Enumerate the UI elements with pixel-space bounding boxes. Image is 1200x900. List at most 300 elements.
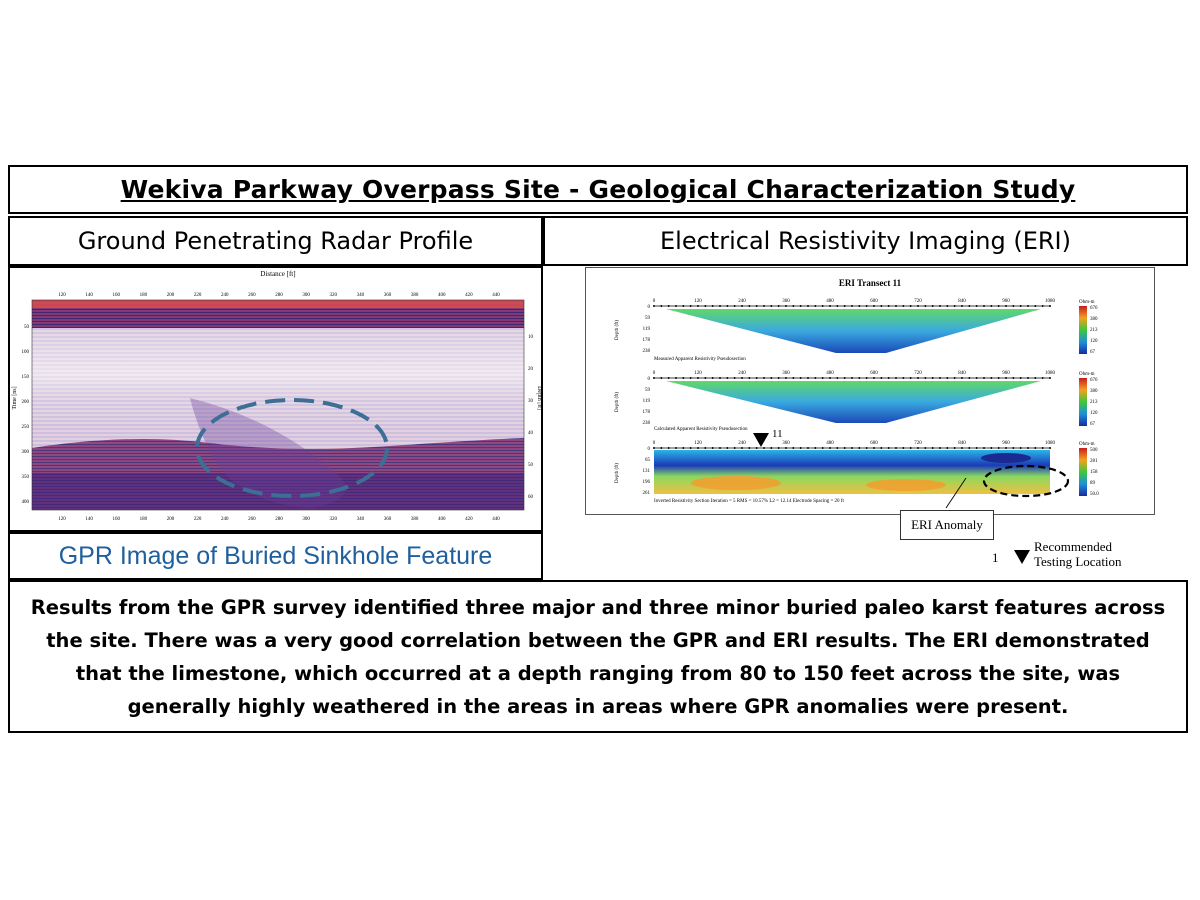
eri-x-tick: 720 xyxy=(914,441,922,446)
eri-electrode xyxy=(741,377,743,379)
eri-electrode xyxy=(704,377,706,379)
gpr-y-tick-left: 200 xyxy=(21,400,29,405)
eri-electrode xyxy=(851,447,853,449)
eri-x-tick: 480 xyxy=(826,299,834,304)
eri-depth-tick: 196 xyxy=(642,480,650,485)
eri-electrode xyxy=(858,377,860,379)
eri-electrode xyxy=(778,377,780,379)
eri-depth-tick: 238 xyxy=(642,349,650,354)
eri-x-tick: 720 xyxy=(914,371,922,376)
gpr-caption-text: GPR Image of Buried Sinkhole Feature xyxy=(58,541,493,570)
eri-x-tick: 840 xyxy=(958,441,966,446)
eri-x-tick: 360 xyxy=(782,299,790,304)
legend-number: 1 xyxy=(992,550,999,565)
eri-electrode xyxy=(1027,305,1029,307)
gpr-fade-zone xyxy=(32,328,524,428)
eri-electrode xyxy=(675,447,677,449)
eri-electrode xyxy=(939,447,941,449)
eri-electrode xyxy=(836,305,838,307)
eri-electrode xyxy=(1042,447,1044,449)
gpr-x-tick-top: 220 xyxy=(193,293,202,298)
gpr-radargram-image xyxy=(10,268,541,530)
eri-electrode xyxy=(961,377,963,379)
gpr-right-ticks xyxy=(528,335,534,500)
gpr-x-tick-top: 180 xyxy=(139,293,148,298)
eri-electrode xyxy=(785,305,787,307)
eri-unit-2: Ohm-m xyxy=(1079,372,1095,377)
gpr-surface-band xyxy=(32,300,524,308)
eri-electrode xyxy=(873,447,875,449)
eri-electrode xyxy=(976,447,978,449)
gpr-y-tick-left: 100 xyxy=(21,350,29,355)
eri-electrode xyxy=(763,377,765,379)
eri-high-resistivity-zone xyxy=(866,479,946,491)
eri-electrode xyxy=(880,447,882,449)
eri-scale-label: 676 xyxy=(1090,378,1098,383)
eri-electrode xyxy=(734,447,736,449)
gpr-x-tick-top: 280 xyxy=(275,293,283,298)
gpr-y-tick-right: 30 xyxy=(528,399,533,404)
eri-x-tick: 240 xyxy=(738,371,746,376)
eri-scale-label: 500 xyxy=(1090,448,1098,453)
gpr-axis-left-label: Time [ns] xyxy=(12,386,18,410)
eri-scale-label: 120 xyxy=(1090,339,1098,344)
eri-electrode xyxy=(895,447,897,449)
eri-electrode xyxy=(785,447,787,449)
gpr-y-tick-left: 350 xyxy=(21,475,29,480)
eri-electrode xyxy=(660,447,662,449)
gpr-x-tick-top: 440 xyxy=(492,293,500,298)
eri-scale-label: 67 xyxy=(1090,422,1095,427)
eri-unit-1: Ohm-m xyxy=(1079,300,1095,305)
eri-electrode xyxy=(1049,305,1051,307)
eri-electrode xyxy=(682,305,684,307)
eri-electrode xyxy=(734,377,736,379)
gpr-x-tick-bottom: 120 xyxy=(58,517,66,522)
legend-text xyxy=(1034,539,1122,569)
eri-x-tick: 0 xyxy=(652,299,656,304)
eri-scale-label: 67 xyxy=(1090,350,1095,355)
eri-electrode xyxy=(653,447,655,449)
eri-electrode xyxy=(976,377,978,379)
eri-electrode xyxy=(924,305,926,307)
eri-electrode xyxy=(902,305,904,307)
eri-figure-image xyxy=(586,268,1154,514)
gpr-x-tick-top: 260 xyxy=(248,293,256,298)
gpr-y-tick-right: 10 xyxy=(528,335,533,340)
eri-panel1-caption: Measured Apparent Resistivity Pseudosection xyxy=(654,357,746,362)
gpr-top-ticks xyxy=(58,293,500,298)
eri-electrode xyxy=(712,447,714,449)
eri-x-tick: 0 xyxy=(652,371,656,376)
eri-electrode xyxy=(682,377,684,379)
gpr-x-tick-top: 380 xyxy=(410,293,419,298)
gpr-left-ticks xyxy=(22,325,30,505)
eri-x-tick: 360 xyxy=(782,371,790,376)
eri-depth-tick: 65 xyxy=(645,458,650,463)
eri-x-tick: 120 xyxy=(694,371,702,376)
eri-scale-label: 213 xyxy=(1090,328,1098,333)
gpr-x-tick-top: 420 xyxy=(465,293,473,298)
eri-low-resistivity-zone xyxy=(981,453,1031,463)
eri-electrode xyxy=(690,447,692,449)
gpr-y-tick-right: 20 xyxy=(528,367,533,372)
gpr-y-tick-left: 150 xyxy=(21,375,29,380)
eri-electrode xyxy=(983,377,985,379)
eri-electrode xyxy=(829,377,831,379)
eri-electrode xyxy=(836,447,838,449)
eri-figure xyxy=(585,267,1155,515)
eri-electrode xyxy=(800,377,802,379)
eri-high-resistivity-zone xyxy=(691,476,781,490)
eri-electrode xyxy=(851,377,853,379)
eri-x-tick: 840 xyxy=(958,299,966,304)
gpr-y-tick-right: 60 xyxy=(528,495,533,500)
eri-electrode xyxy=(1012,377,1014,379)
eri-electrode xyxy=(888,377,890,379)
eri-electrode xyxy=(932,305,934,307)
gpr-y-tick-left: 250 xyxy=(21,425,29,430)
eri-x-tick: 720 xyxy=(914,299,922,304)
eri-electrode xyxy=(726,377,728,379)
gpr-x-tick-bottom: 180 xyxy=(139,517,148,522)
eri-electrode xyxy=(990,447,992,449)
eri-electrode xyxy=(917,305,919,307)
eri-electrode xyxy=(675,377,677,379)
testing-location-legend xyxy=(992,538,1172,574)
eri-electrode xyxy=(770,377,772,379)
gpr-x-tick-top: 200 xyxy=(166,293,175,298)
eri-electrode xyxy=(1005,305,1007,307)
gpr-x-tick-top: 400 xyxy=(438,293,446,298)
eri-panel-inverted xyxy=(615,428,1099,508)
gpr-axis-right-label: Depth [ft] xyxy=(536,386,542,410)
eri-electrode xyxy=(697,377,699,379)
eri-electrode xyxy=(653,377,655,379)
eri-electrode xyxy=(712,305,714,307)
eri-electrode xyxy=(829,305,831,307)
eri-electrode xyxy=(888,305,890,307)
eri-electrode xyxy=(1049,447,1051,449)
eri-electrode xyxy=(792,377,794,379)
eri-electrode xyxy=(946,447,948,449)
eri-scale-label: 89 xyxy=(1090,481,1095,486)
eri-electrode xyxy=(873,377,875,379)
eri-x-tick: 1080 xyxy=(1045,371,1055,376)
eri-electrode xyxy=(1005,447,1007,449)
eri-electrode xyxy=(763,447,765,449)
gpr-x-tick-bottom: 220 xyxy=(193,517,202,522)
eri-scale-label: 158 xyxy=(1090,470,1098,475)
eri-electrode xyxy=(704,305,706,307)
gpr-x-tick-bottom: 140 xyxy=(85,517,93,522)
eri-electrode xyxy=(1049,377,1051,379)
eri-depth-tick: 178 xyxy=(642,338,650,343)
eri-electrode xyxy=(998,305,1000,307)
legend-text-line-1: Recommended xyxy=(1034,539,1112,554)
eri-electrode xyxy=(1012,305,1014,307)
gpr-radargram xyxy=(8,266,543,532)
eri-electrode xyxy=(1005,377,1007,379)
eri-electrode xyxy=(726,305,728,307)
eri-electrode xyxy=(939,305,941,307)
eri-header xyxy=(543,216,1188,266)
gpr-x-tick-bottom: 400 xyxy=(438,517,446,522)
eri-electrode xyxy=(785,377,787,379)
eri-electrode xyxy=(917,447,919,449)
eri-electrode xyxy=(1027,377,1029,379)
eri-electrode xyxy=(675,305,677,307)
eri-electrode xyxy=(990,377,992,379)
eri-x-tick: 960 xyxy=(1002,299,1010,304)
gpr-x-tick-bottom: 260 xyxy=(248,517,256,522)
eri-x-tick: 360 xyxy=(782,441,790,446)
eri-electrode xyxy=(866,305,868,307)
gpr-x-tick-bottom: 420 xyxy=(465,517,473,522)
eri-electrode xyxy=(792,305,794,307)
eri-electrode xyxy=(660,377,662,379)
gpr-y-tick-right: 50 xyxy=(528,463,533,468)
eri-scale-label: 50.0 xyxy=(1090,492,1099,497)
eri-electrode xyxy=(1042,377,1044,379)
eri-electrode xyxy=(954,447,956,449)
eri-electrode xyxy=(895,305,897,307)
eri-electrode xyxy=(829,447,831,449)
gpr-x-tick-top: 340 xyxy=(356,293,365,298)
eri-electrode xyxy=(807,377,809,379)
eri-y-label-1: Depth (ft) xyxy=(615,320,620,340)
eri-electrode xyxy=(741,305,743,307)
eri-electrode xyxy=(895,377,897,379)
eri-electrode xyxy=(734,305,736,307)
eri-depth-tick: 0 xyxy=(647,377,650,382)
eri-electrode xyxy=(880,377,882,379)
eri-electrode xyxy=(697,305,699,307)
eri-depth-tick: 261 xyxy=(642,491,650,496)
gpr-x-tick-top: 360 xyxy=(383,293,392,298)
gpr-axis-top-label: Distance [ft] xyxy=(260,270,296,278)
eri-electrode xyxy=(1020,447,1022,449)
eri-electrode xyxy=(822,305,824,307)
eri-electrode xyxy=(844,377,846,379)
eri-depth-tick: 119 xyxy=(642,399,650,404)
eri-color-scale-1 xyxy=(1079,306,1087,354)
eri-panel-measured xyxy=(615,299,1098,362)
eri-scale-label: 281 xyxy=(1090,459,1098,464)
eri-electrode xyxy=(946,377,948,379)
gpr-y-tick-left: 400 xyxy=(21,500,29,505)
gpr-x-tick-bottom: 240 xyxy=(221,517,229,522)
eri-electrode xyxy=(858,447,860,449)
eri-electrode xyxy=(682,447,684,449)
eri-x-tick: 480 xyxy=(826,441,834,446)
eri-x-tick: 600 xyxy=(870,441,878,446)
eri-electrode xyxy=(1012,447,1014,449)
eri-x-tick: 240 xyxy=(738,441,746,446)
eri-electrode xyxy=(748,377,750,379)
eri-x-tick: 240 xyxy=(738,299,746,304)
legend-text-line-2: Testing Location xyxy=(1034,554,1122,569)
gpr-x-tick-top: 160 xyxy=(112,293,120,298)
gpr-header xyxy=(8,216,543,266)
eri-electrode xyxy=(660,305,662,307)
eri-y-label-2: Depth (ft) xyxy=(615,392,620,412)
eri-electrode xyxy=(990,305,992,307)
eri-y-label-3: Depth (ft) xyxy=(615,463,620,483)
eri-electrode xyxy=(792,447,794,449)
gpr-y-tick-left: 50 xyxy=(24,325,29,330)
gpr-caption xyxy=(8,532,543,580)
eri-electrode xyxy=(763,305,765,307)
eri-electrode xyxy=(800,447,802,449)
gpr-x-tick-bottom: 300 xyxy=(302,517,310,522)
eri-electrode xyxy=(866,377,868,379)
eri-x-tick: 1080 xyxy=(1045,441,1055,446)
eri-electrode xyxy=(719,447,721,449)
eri-electrode xyxy=(1020,377,1022,379)
eri-electrode xyxy=(807,447,809,449)
eri-electrode xyxy=(968,305,970,307)
eri-electrode xyxy=(1020,305,1022,307)
eri-electrode xyxy=(770,305,772,307)
eri-electrode xyxy=(888,447,890,449)
eri-electrode xyxy=(726,447,728,449)
eri-electrode xyxy=(756,305,758,307)
eri-electrode xyxy=(712,377,714,379)
gpr-x-tick-top: 320 xyxy=(329,293,337,298)
eri-electrode xyxy=(690,305,692,307)
eri-electrode xyxy=(668,377,670,379)
eri-depth-tick: 59 xyxy=(645,316,650,321)
eri-electrode xyxy=(939,377,941,379)
eri-pseudosection-calculated xyxy=(666,381,1041,423)
page-title: Wekiva Parkway Overpass Site - Geological Characterization Study xyxy=(120,175,1076,204)
eri-x-tick: 600 xyxy=(870,371,878,376)
eri-electrode xyxy=(910,377,912,379)
gpr-x-tick-top: 120 xyxy=(58,293,66,298)
eri-depth-tick: 119 xyxy=(642,327,650,332)
eri-electrode xyxy=(961,447,963,449)
eri-electrode xyxy=(822,447,824,449)
eri-electrode xyxy=(778,447,780,449)
gpr-x-tick-bottom: 380 xyxy=(410,517,419,522)
title-banner xyxy=(8,165,1188,214)
eri-electrode xyxy=(983,305,985,307)
gpr-x-tick-bottom: 320 xyxy=(329,517,337,522)
gpr-y-tick-left: 300 xyxy=(21,450,29,455)
eri-scale-label: 213 xyxy=(1090,400,1098,405)
eri-electrode xyxy=(968,447,970,449)
gpr-y-tick-right: 40 xyxy=(528,431,533,436)
eri-electrode xyxy=(998,377,1000,379)
eri-x-tick: 0 xyxy=(652,441,656,446)
eri-depth-tick: 238 xyxy=(642,421,650,426)
eri-electrode xyxy=(690,377,692,379)
gpr-x-tick-top: 240 xyxy=(221,293,229,298)
eri-electrode xyxy=(932,377,934,379)
eri-electrode xyxy=(983,447,985,449)
eri-electrode xyxy=(668,305,670,307)
testing-location-number: 11 xyxy=(772,428,783,440)
eri-depth-tick: 0 xyxy=(647,447,650,452)
eri-panel3-caption: Inverted Resistivity Section Iteration = 5 RMS = 10.57% L2 = 12.14 Electrode Spacing = 20 ft xyxy=(654,499,844,504)
gpr-x-tick-top: 300 xyxy=(302,293,310,298)
eri-electrode xyxy=(778,305,780,307)
eri-electrode xyxy=(946,305,948,307)
eri-electrode xyxy=(1034,305,1036,307)
gpr-x-tick-top: 140 xyxy=(85,293,93,298)
eri-scale-label: 380 xyxy=(1090,317,1098,322)
eri-electrode xyxy=(961,305,963,307)
eri-electrode xyxy=(814,447,816,449)
eri-electrode xyxy=(653,305,655,307)
eri-electrode xyxy=(954,377,956,379)
eri-pseudosection-measured xyxy=(666,309,1041,353)
eri-electrode xyxy=(741,447,743,449)
eri-electrode xyxy=(917,377,919,379)
eri-depth-tick: 0 xyxy=(647,305,650,310)
eri-electrode xyxy=(932,447,934,449)
eri-electrode xyxy=(902,447,904,449)
eri-electrode xyxy=(697,447,699,449)
eri-electrode xyxy=(807,305,809,307)
eri-electrode xyxy=(976,305,978,307)
eri-electrode xyxy=(704,447,706,449)
eri-electrode xyxy=(748,447,750,449)
eri-electrode xyxy=(968,377,970,379)
eri-electrode xyxy=(800,305,802,307)
eri-panel-calculated xyxy=(615,371,1098,432)
eri-electrode xyxy=(668,447,670,449)
eri-electrode xyxy=(910,447,912,449)
gpr-x-tick-bottom: 280 xyxy=(275,517,283,522)
eri-depth-tick: 131 xyxy=(642,469,650,474)
eri-anomaly-label: ERI Anomaly xyxy=(900,510,994,540)
eri-x-tick: 120 xyxy=(694,441,702,446)
eri-electrode xyxy=(822,377,824,379)
eri-electrode xyxy=(873,305,875,307)
results-text: Results from the GPR survey identified three major and three minor buried paleo karst features across the site. There was a very good correlation between the GPR and ERI results. The ERI demonstrated that the limestone, which occurred at a depth ranging from 80 to 150 feet across the site, was generally highly weathered in the areas in areas where GPR anomalies were present. xyxy=(30,595,1166,718)
legend-triangle-icon xyxy=(1014,550,1030,564)
eri-electrode xyxy=(756,447,758,449)
eri-electrode xyxy=(814,377,816,379)
eri-electrode xyxy=(1034,377,1036,379)
eri-electrode xyxy=(910,305,912,307)
gpr-bottom-ticks xyxy=(58,517,500,522)
eri-x-tick: 1080 xyxy=(1045,299,1055,304)
eri-scale-label: 676 xyxy=(1090,306,1098,311)
eri-electrode xyxy=(851,305,853,307)
gpr-x-tick-bottom: 340 xyxy=(356,517,365,522)
eri-x-tick: 840 xyxy=(958,371,966,376)
eri-header-text: Electrical Resistivity Imaging (ERI) xyxy=(660,227,1071,255)
eri-panel2-caption: Calculated Apparent Resistivity Pseudosection xyxy=(654,427,748,432)
results-summary xyxy=(8,580,1188,733)
gpr-x-tick-bottom: 360 xyxy=(383,517,392,522)
gpr-upper-reflector xyxy=(32,308,524,328)
eri-electrode xyxy=(748,305,750,307)
eri-x-tick: 120 xyxy=(694,299,702,304)
eri-electrode xyxy=(902,377,904,379)
gpr-header-text: Ground Penetrating Radar Profile xyxy=(77,227,474,255)
eri-electrode xyxy=(1027,447,1029,449)
eri-electrode xyxy=(954,305,956,307)
eri-electrode xyxy=(756,377,758,379)
eri-electrode xyxy=(844,305,846,307)
eri-color-scale-2 xyxy=(1079,378,1087,426)
eri-color-scale-3 xyxy=(1079,448,1087,496)
eri-x-tick: 960 xyxy=(1002,371,1010,376)
